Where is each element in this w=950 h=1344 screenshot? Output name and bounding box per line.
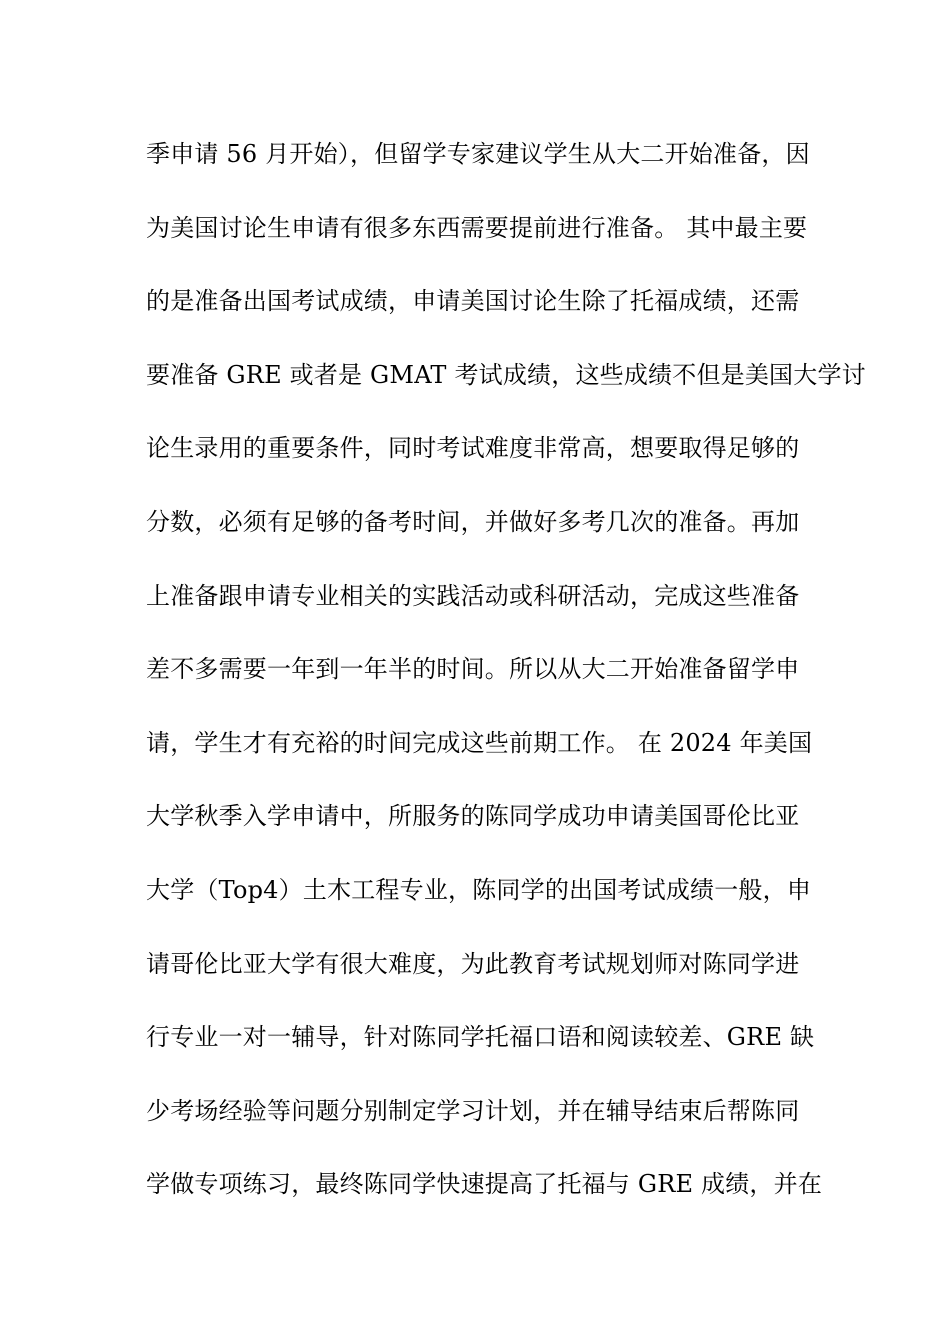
text-line: 大学秋季入学申请中，所服务的陈同学成功申请美国哥伦比亚	[146, 802, 800, 831]
text-line: 要准备 GRE 或者是 GMAT 考试成绩，这些成绩不但是美国大学讨	[146, 360, 866, 389]
text-line: 的是准备出国考试成绩，申请美国讨论生除了托福成绩，还需	[146, 287, 800, 316]
text-line: 少考场经验等问题分别制定学习计划，并在辅导结束后帮陈同	[146, 1096, 800, 1125]
text-line: 分数，必须有足够的备考时间，并做好多考几次的准备。再加	[146, 507, 800, 536]
text-line: 请，学生才有充裕的时间完成这些前期工作。 在 2024 年美国	[146, 728, 813, 757]
text-line: 差不多需要一年到一年半的时间。所以从大二开始准备留学申	[146, 655, 800, 684]
text-line: 季申请 56 月开始），但留学专家建议学生从大二开始准备，因	[146, 140, 810, 168]
text-line: 学做专项练习，最终陈同学快速提高了托福与 GRE 成绩，并在	[146, 1170, 823, 1199]
text-line: 为美国讨论生申请有很多东西需要提前进行准备。 其中最主要	[146, 213, 808, 242]
text-line: 行专业一对一辅导，针对陈同学托福口语和阅读较差、GRE 缺	[146, 1023, 815, 1052]
body-text	[146, 132, 866, 1236]
text-line: 论生录用的重要条件，同时考试难度非常高，想要取得足够的	[146, 434, 800, 463]
text-line: 上准备跟申请专业相关的实践活动或科研活动，完成这些准备	[146, 581, 800, 610]
text-line: 请哥伦比亚大学有很大难度，为此教育考试规划师对陈同学进	[146, 949, 800, 978]
text-line: 大学（Top4）土木工程专业，陈同学的出国考试成绩一般，申	[146, 875, 812, 904]
